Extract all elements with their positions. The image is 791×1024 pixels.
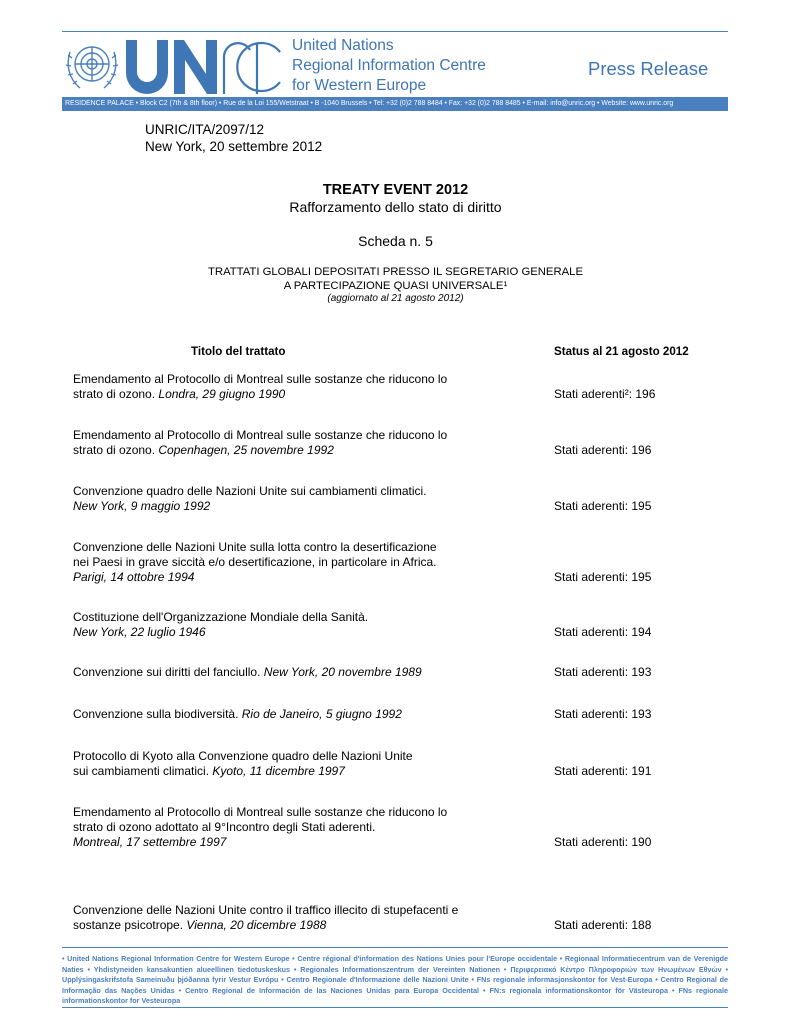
treaty-title (73, 428, 473, 458)
reference-code: UNRIC/ITA/2097/12 (145, 122, 265, 137)
footer-top-rule (62, 947, 728, 948)
treaty-text: Costituzione dell'Organizzazione Mondiale della Sanità. (73, 610, 369, 624)
treaty-status: Stati aderenti²: 196 (554, 387, 656, 401)
update-note: (aggiornato al 21 agosto 2012) (327, 293, 464, 304)
treaty-status: Stati aderenti: 193 (554, 665, 652, 679)
treaty-title (73, 903, 473, 933)
treaty-title-line (73, 610, 473, 625)
treaty-date: New York, 20 novembre 1989 (263, 665, 422, 679)
treaty-text: strato di ozono adottato al 9°Incontro degli Stati aderenti. (73, 820, 376, 834)
reference-place-date: New York, 20 settembre 2012 (145, 139, 323, 154)
treaty-text: Emendamento al Protocollo di Montreal sulle sostanze che riducono lo (73, 428, 448, 442)
treaty-date: Rio de Janeiro, 5 giugno 1992 (241, 707, 402, 721)
treaty-title-line (73, 918, 473, 933)
treaty-text: strato di ozono. (73, 387, 159, 401)
treaty-date: Vienna, 20 dicembre 1988 (186, 918, 327, 932)
address-bar: RESIDENCE PALACE • Block C2 (7th & 8th floor) • Rue de la Loi 155/Wetstraat • B -1040 Brussels • Tel: +32 (0)2 788 8484 • Fax: +32 (0)2 788 8485 • E-mail: info@unric.org • Website: www.unric.org (62, 97, 728, 111)
treaty-title-line (73, 665, 473, 680)
treaty-title-line (73, 428, 473, 443)
treaty-text: Emendamento al Protocollo di Montreal sulle sostanze che riducono lo (73, 372, 448, 386)
sheet-number: Scheda n. 5 (358, 233, 433, 249)
treaty-text: Emendamento al Protocollo di Montreal sulle sostanze che riducono lo (73, 805, 448, 819)
treaty-title (73, 749, 473, 779)
treaty-title-line (73, 625, 473, 640)
treaty-row (73, 372, 728, 402)
section-heading-line: TRATTATI GLOBALI DEPOSITATI PRESSO IL SEGRETARIO GENERALE (208, 266, 583, 278)
treaty-row (73, 428, 728, 458)
treaty-title-line (73, 903, 473, 918)
press-release-label: Press Release (588, 58, 709, 79)
treaty-row (73, 903, 728, 933)
reference-block (145, 121, 322, 155)
treaty-status: Stati aderenti: 191 (554, 764, 652, 778)
treaty-row (73, 707, 728, 722)
treaty-status: Stati aderenti: 195 (554, 570, 652, 584)
treaty-title-line (73, 820, 473, 835)
treaty-title-line (73, 555, 473, 570)
section-heading (0, 265, 791, 293)
treaty-text: strato di ozono. (73, 443, 159, 457)
treaty-title (73, 610, 473, 640)
treaty-title-line (73, 540, 473, 555)
treaty-text: nei Paesi in grave siccità e/o desertificazione, in particolare in Africa. (73, 555, 437, 569)
treaty-title (73, 805, 473, 850)
treaty-title-line (73, 749, 473, 764)
treaty-title (73, 665, 473, 680)
treaty-title-line (73, 387, 473, 402)
document-subtitle: Rafforzamento dello stato di diritto (289, 199, 502, 215)
treaty-row (73, 610, 728, 640)
treaty-date: Kyoto, 11 dicembre 1997 (212, 764, 345, 778)
treaty-status: Stati aderenti: 194 (554, 625, 652, 639)
treaty-status: Stati aderenti: 188 (554, 918, 652, 932)
treaty-title-line (73, 499, 473, 514)
footer-text: • United Nations Regional Information Centre for Western Europe • Centre régional d'information des Nations Unies pour l'Europe occidentale • Regionaal Informatiecentrum van de Verenigde Naties • Yhdistyneiden kansakuntien alueellinen tiedotuskeskus • Regionales Informationszentrum der Vereinten Nationen • Περιφερειακό Κέντρο Πληροφοριών των Ηνωμένων Εθνών • Upplýsingaskrifstofa Sameinuðu þjóðanna fyrir Vestur Evrópu • Centro Regionale d'Informazione delle Nazioni Unite • FNs regionale informasjonskontor for Vest-Europa • Centro Regional de Informação das Nações Unidas • Centro Regional de Información de las Naciones Unidas para Europa Occidental • FN:s regionala informationskontor för Västeuropa • FNs regionale informationskontor for Vesteuropa (62, 954, 728, 1005)
treaty-date: New York, 9 maggio 1992 (73, 499, 211, 513)
treaty-title-line (73, 764, 473, 779)
org-name (292, 36, 486, 96)
treaty-date: Londra, 29 giugno 1990 (158, 387, 286, 401)
column-header-status: Status al 21 agosto 2012 (554, 345, 689, 358)
un-emblem-icon (62, 38, 122, 94)
treaty-status: Stati aderenti: 190 (554, 835, 652, 849)
treaty-row (73, 805, 728, 850)
treaty-date: Montreal, 17 settembre 1997 (73, 835, 227, 849)
treaty-date: Copenhagen, 25 novembre 1992 (158, 443, 334, 457)
treaty-title (73, 540, 473, 585)
org-name-line: for Western Europe (292, 77, 427, 94)
treaty-row (73, 749, 728, 779)
org-name-line: United Nations (292, 37, 394, 54)
section-heading-line: A PARTECIPAZIONE QUASI UNIVERSALE¹ (283, 280, 508, 292)
treaty-title-line (73, 372, 473, 387)
treaty-text: Convenzione quadro delle Nazioni Unite sui cambiamenti climatici. (73, 484, 427, 498)
header-top-rule (62, 31, 728, 32)
org-name-line: Regional Information Centre (292, 57, 486, 74)
treaty-date: Parigi, 14 ottobre 1994 (73, 570, 195, 584)
treaty-text: Convenzione sulla biodiversità. (73, 707, 242, 721)
column-header-title: Titolo del trattato (191, 345, 286, 358)
treaty-status: Stati aderenti: 196 (554, 443, 652, 457)
treaty-row (73, 484, 728, 514)
treaty-title-line (73, 443, 473, 458)
treaty-title-line (73, 805, 473, 820)
treaty-status: Stati aderenti: 195 (554, 499, 652, 513)
treaty-text: Convenzione delle Nazioni Unite sulla lotta contro la desertificazione (73, 540, 437, 554)
document-title: TREATY EVENT 2012 (322, 182, 469, 198)
treaty-title-line (73, 835, 473, 850)
treaty-text: sostanze psicotrope. (73, 918, 187, 932)
treaty-title (73, 372, 473, 402)
footer-bottom-rule (62, 1007, 728, 1008)
unric-logo (124, 36, 282, 96)
treaty-text: Convenzione delle Nazioni Unite contro il traffico illecito di stupefacenti e (73, 903, 459, 917)
treaty-status: Stati aderenti: 193 (554, 707, 652, 721)
treaty-title-line (73, 570, 473, 585)
treaty-row (73, 540, 728, 585)
treaty-title-line (73, 484, 473, 499)
treaty-text: Convenzione sui diritti del fanciullo. (73, 665, 264, 679)
treaty-text: sui cambiamenti climatici. (73, 764, 213, 778)
treaty-title (73, 707, 473, 722)
treaty-text: Protocollo di Kyoto alla Convenzione quadro delle Nazioni Unite (73, 749, 413, 763)
treaty-row (73, 665, 728, 680)
treaty-title-line (73, 707, 473, 722)
treaty-date: New York, 22 luglio 1946 (73, 625, 206, 639)
treaty-title (73, 484, 473, 514)
